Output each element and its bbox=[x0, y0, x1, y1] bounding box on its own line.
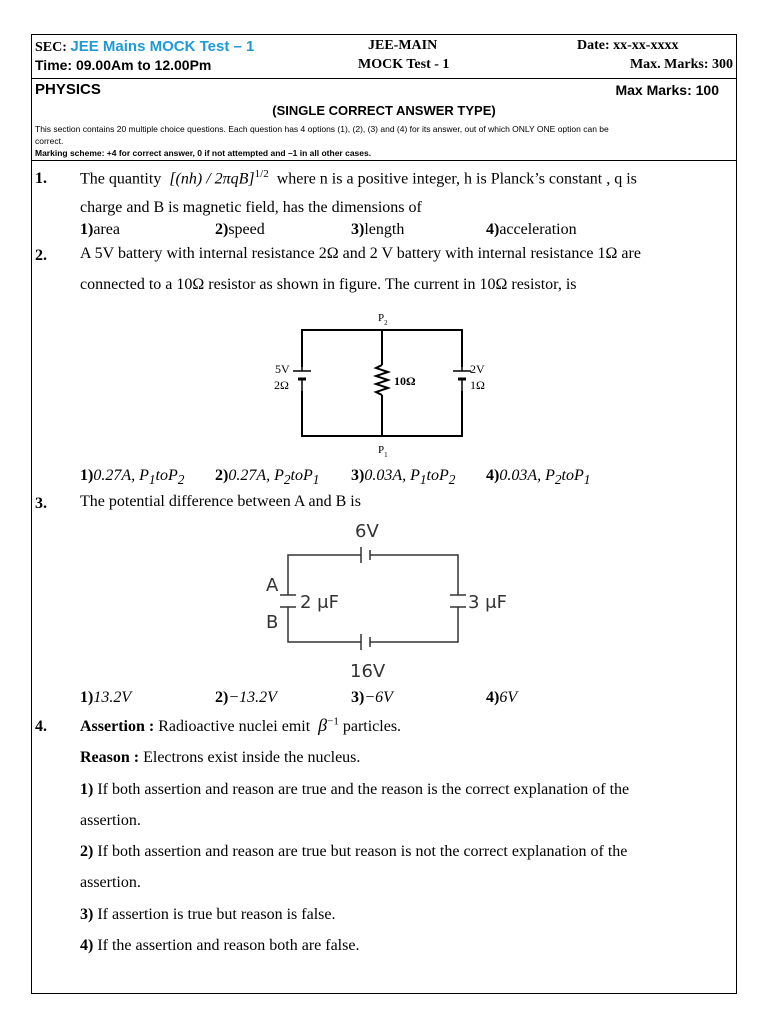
q2-line2: connected to a 10Ω resistor as shown in figure. The current in 10Ω resistor, is bbox=[80, 276, 577, 293]
q4-option-3[interactable]: 3) If assertion is true but reason is false. bbox=[80, 906, 336, 923]
left-battery-resistance: 2Ω bbox=[274, 378, 289, 392]
q2-circuit-diagram bbox=[262, 303, 492, 463]
section-instructions: This section contains 20 multiple choice questions. Each question has 4 options (1), (2), (3) and (4) for its answer, out of which ONLY ONE option can be bbox=[35, 124, 609, 134]
node-p1-label: $P_1$ bbox=[378, 444, 388, 459]
exam-date: Date: xx-xx-xxxx bbox=[577, 38, 679, 53]
q1-line1: The quantity [(nh) / 2πqB]$^{1/2}$ where n is a positive integer, h is Planck’s constant , q is bbox=[80, 168, 637, 188]
q4-option-2[interactable]: 2) If both assertion and reason are true but reason is not the correct explanation of the bbox=[80, 843, 628, 860]
sec-title: JEE Mains MOCK Test – 1 bbox=[70, 38, 255, 55]
q2-option-2[interactable]: 2)0.27A, $P_2toP_1$ bbox=[215, 467, 320, 488]
question-type-heading: (SINGLE CORRECT ANSWER TYPE) bbox=[272, 103, 496, 118]
section-instructions-cont: correct. bbox=[35, 136, 64, 146]
left-battery-voltage: 5V bbox=[275, 362, 290, 376]
q3-line1: The potential difference between A and B is bbox=[80, 493, 361, 510]
q1-option-1[interactable]: 1)area bbox=[80, 221, 120, 238]
q2-option-3[interactable]: 3)0.03A, $P_1toP_2$ bbox=[351, 467, 456, 488]
header-divider bbox=[32, 78, 736, 79]
subject-title: PHYSICS bbox=[35, 81, 101, 98]
q1-formula: [(nh) / 2πqB] bbox=[169, 170, 255, 188]
q1-option-4[interactable]: 4)acceleration bbox=[486, 221, 577, 238]
node-a-label: A bbox=[266, 575, 279, 596]
q4-option-4[interactable]: 4) If the assertion and reason both are false. bbox=[80, 937, 360, 954]
q1-number: 1. bbox=[35, 170, 47, 187]
q2-line1: A 5V battery with internal resistance 2Ω and 2 V battery with internal resistance 1Ω are bbox=[80, 245, 641, 262]
q3-option-1[interactable]: 1)13.2V bbox=[80, 689, 132, 706]
subject-max-marks: Max Marks: 100 bbox=[615, 82, 719, 98]
q1-option-3[interactable]: 3)length bbox=[351, 221, 405, 238]
q3-option-2[interactable]: 2)−13.2V bbox=[215, 689, 277, 706]
q3-number: 3. bbox=[35, 495, 47, 512]
marking-scheme: Marking scheme: +4 for correct answer, 0 if not attempted and –1 in all other cases. bbox=[35, 148, 372, 158]
right-battery-voltage: 2V bbox=[470, 362, 485, 376]
q3-option-4[interactable]: 4)6V bbox=[486, 689, 518, 706]
right-capacitor-label: 3 μF bbox=[468, 592, 507, 613]
q4-option-1[interactable]: 1) If both assertion and reason are true and the reason is the correct explanation of the bbox=[80, 781, 630, 798]
bottom-battery-voltage: 16V bbox=[350, 661, 386, 682]
node-b-label: B bbox=[266, 612, 279, 633]
q2-option-4[interactable]: 4)0.03A, $P_2toP_1$ bbox=[486, 467, 591, 488]
q1-option-2[interactable]: 2)speed bbox=[215, 221, 265, 238]
top-battery-voltage: 6V bbox=[355, 521, 379, 542]
sec-label: SEC: bbox=[35, 40, 67, 55]
section-divider bbox=[32, 160, 736, 161]
q4-option-1-cont: assertion. bbox=[80, 812, 141, 829]
q4-assertion: Assertion : Radioactive nuclei emit $\beta^{-1}$ particles. bbox=[80, 715, 402, 735]
q3-circuit-diagram bbox=[258, 517, 508, 683]
exam-time: Time: 09.00Am to 12.00Pm bbox=[35, 57, 212, 73]
question-paper bbox=[31, 34, 737, 994]
q4-option-2-cont: assertion. bbox=[80, 874, 141, 891]
exam-max-marks: Max. Marks: 300 bbox=[629, 57, 733, 72]
right-battery-resistance: 1Ω bbox=[470, 378, 485, 392]
q2-number: 2. bbox=[35, 247, 47, 264]
q4-reason: Reason : Electrons exist inside the nucleus. bbox=[80, 749, 361, 766]
q4-number: 4. bbox=[35, 718, 47, 735]
left-capacitor-label: 2 μF bbox=[300, 592, 339, 613]
exam-test-name: MOCK Test - 1 bbox=[358, 57, 450, 72]
q3-option-3[interactable]: 3)−6V bbox=[351, 689, 393, 706]
q1-line2: charge and B is magnetic field, has the dimensions of bbox=[80, 199, 422, 216]
middle-resistor-label: 10Ω bbox=[394, 374, 416, 388]
node-p2-label: $P_2$ bbox=[378, 312, 388, 327]
q2-option-1[interactable]: 1)0.27A, $P_1toP_2$ bbox=[80, 467, 185, 488]
exam-name: JEE-MAIN bbox=[368, 38, 438, 53]
